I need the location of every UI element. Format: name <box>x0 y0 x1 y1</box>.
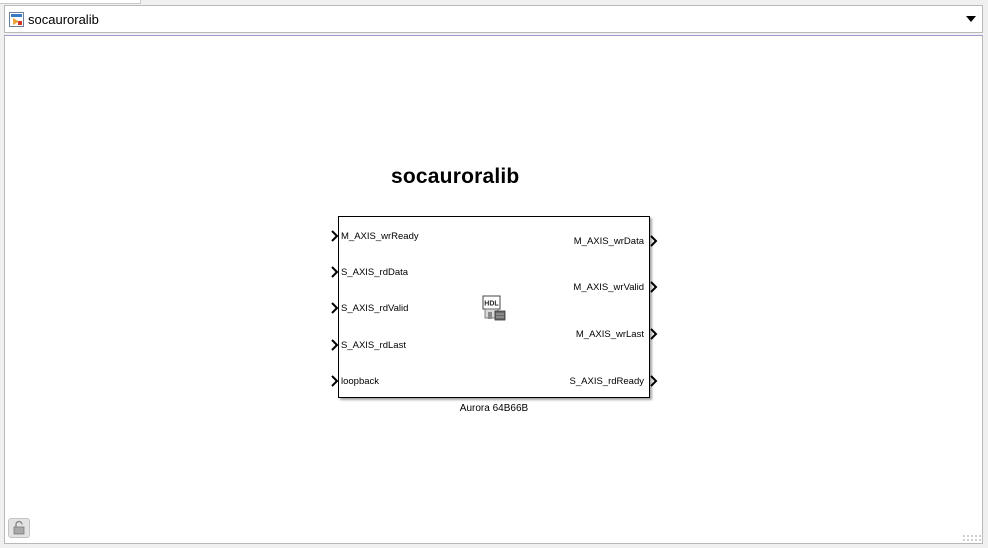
simulink-model-icon <box>9 12 24 27</box>
input-port-arrow[interactable] <box>331 375 339 387</box>
output-port-arrow[interactable] <box>650 281 658 293</box>
chevron-down-icon[interactable] <box>966 16 976 22</box>
hdl-icon <box>482 295 506 321</box>
library-title: socauroralib <box>391 165 520 188</box>
input-port-arrow[interactable] <box>331 339 339 351</box>
output-port-label: S_AXIS_rdReady <box>569 376 644 387</box>
output-port-label: M_AXIS_wrData <box>573 236 644 247</box>
resize-grip-icon[interactable] <box>962 534 982 542</box>
aurora-block[interactable] <box>338 216 650 398</box>
input-port-arrow[interactable] <box>331 230 339 242</box>
input-port-label: loopback <box>341 376 380 387</box>
tab-strip <box>0 0 988 4</box>
input-port-arrow[interactable] <box>331 266 339 278</box>
input-port-arrow[interactable] <box>331 302 339 314</box>
output-port-arrow[interactable] <box>650 328 658 340</box>
output-port-arrow[interactable] <box>650 235 658 247</box>
address-bar[interactable] <box>4 5 983 33</box>
input-port-label: S_AXIS_rdLast <box>341 340 406 351</box>
output-port-arrow[interactable] <box>650 375 658 387</box>
model-tab[interactable] <box>0 0 141 4</box>
output-port-label: M_AXIS_wrLast <box>575 329 644 340</box>
model-path[interactable]: socauroralib <box>28 12 99 27</box>
input-port-label: S_AXIS_rdValid <box>341 303 409 314</box>
block-caption[interactable]: Aurora 64B66B <box>459 403 529 414</box>
input-port-label: M_AXIS_wrReady <box>341 231 419 242</box>
input-port-label: S_AXIS_rdData <box>341 267 409 278</box>
svg-text:HDL: HDL <box>484 300 499 308</box>
library-lock-button[interactable] <box>8 518 30 538</box>
lock-icon <box>9 519 29 537</box>
output-port-label: M_AXIS_wrValid <box>573 282 644 293</box>
